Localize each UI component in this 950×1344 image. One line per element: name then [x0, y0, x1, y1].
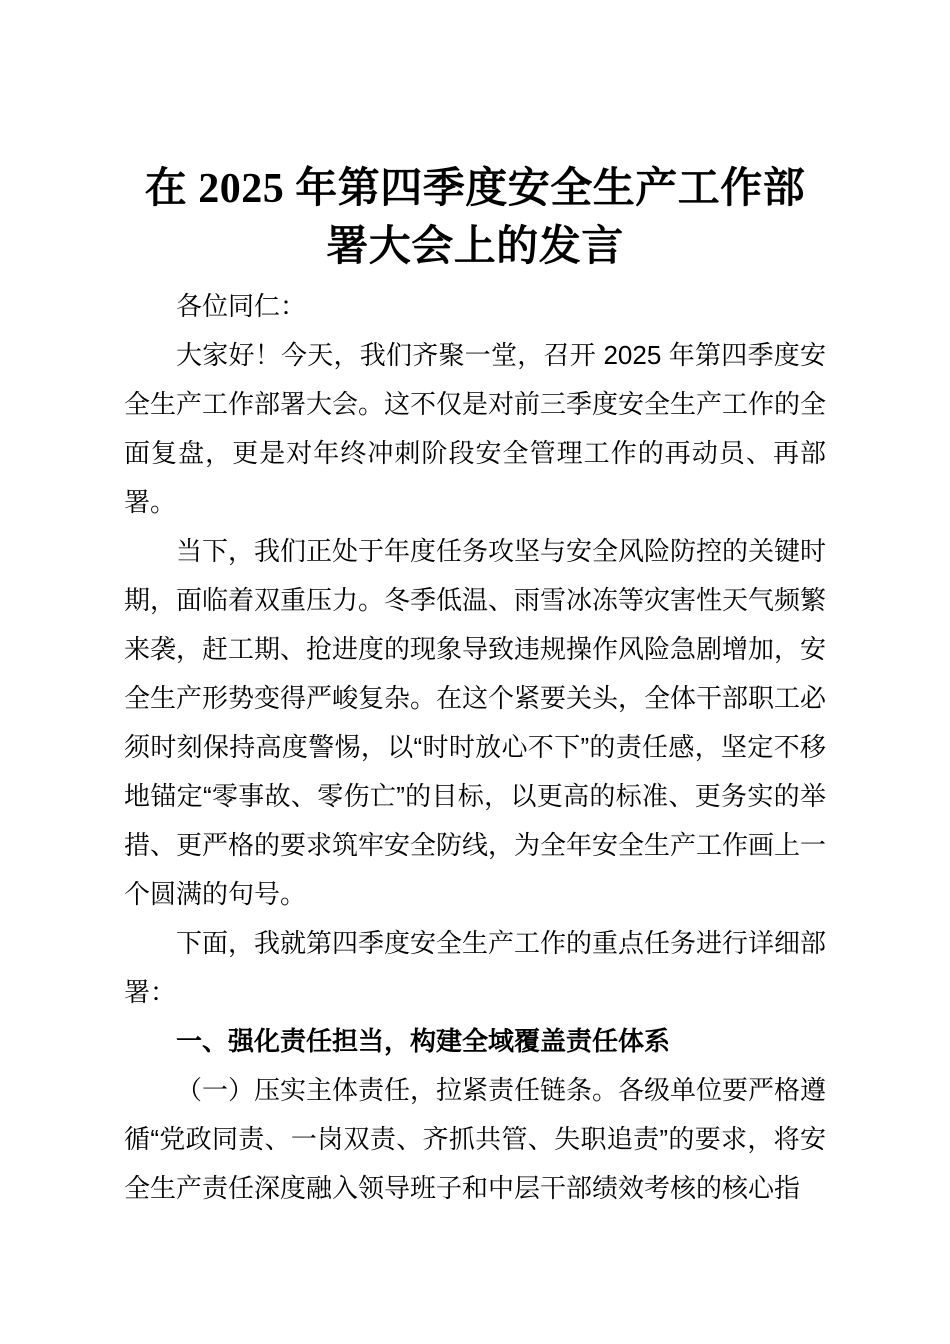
- paragraph-subsection-1-1: （一）压实主体责任，拉紧责任链条。各级单位要严格遵循“党政同责、一岗双责、齐抓共管、失职追责”的要求，将安全生产责任深度融入领导班子和中层干部绩效考核的核心指: [124, 1075, 827, 1203]
- paragraph-opening: 大家好！今天，我们齐聚一堂，召开 2025 年第四季度安全生产工作部署大会。这不仅是对前三季度安全生产工作的全面复盘，更是对年终冲刺阶段安全管理工作的再动员、再部署。: [124, 340, 827, 517]
- paragraph-transition: 下面，我就第四季度安全生产工作的重点任务进行详细部署：: [124, 928, 827, 1007]
- salutation: 各位同仁：: [176, 291, 307, 321]
- paragraph-situation: 当下，我们正处于年度任务攻坚与安全风险防控的关键时期，面临着双重压力。冬季低温、雨雪冰冻等灾害性天气频繁来袭，赶工期、抢进度的现象导致违规操作风险急剧增加，安全生产形势变得严峻复杂。在这个紧要关头，全体干部职工必须时刻保持高度警惕，以“时时放心不下”的责任感，坚定不移地锚定“零事故、零伤亡”的目标，以更高的标准、更务实的举措、更严格的要求筑牢安全防线，为全年安全生产工作画上一个圆满的句号。: [124, 536, 827, 909]
- document-title: 在 2025 年第四季度安全生产工作部署大会上的发言: [144, 166, 806, 270]
- section-heading-1: 一、强化责任担当，构建全域覆盖责任体系: [176, 1026, 671, 1056]
